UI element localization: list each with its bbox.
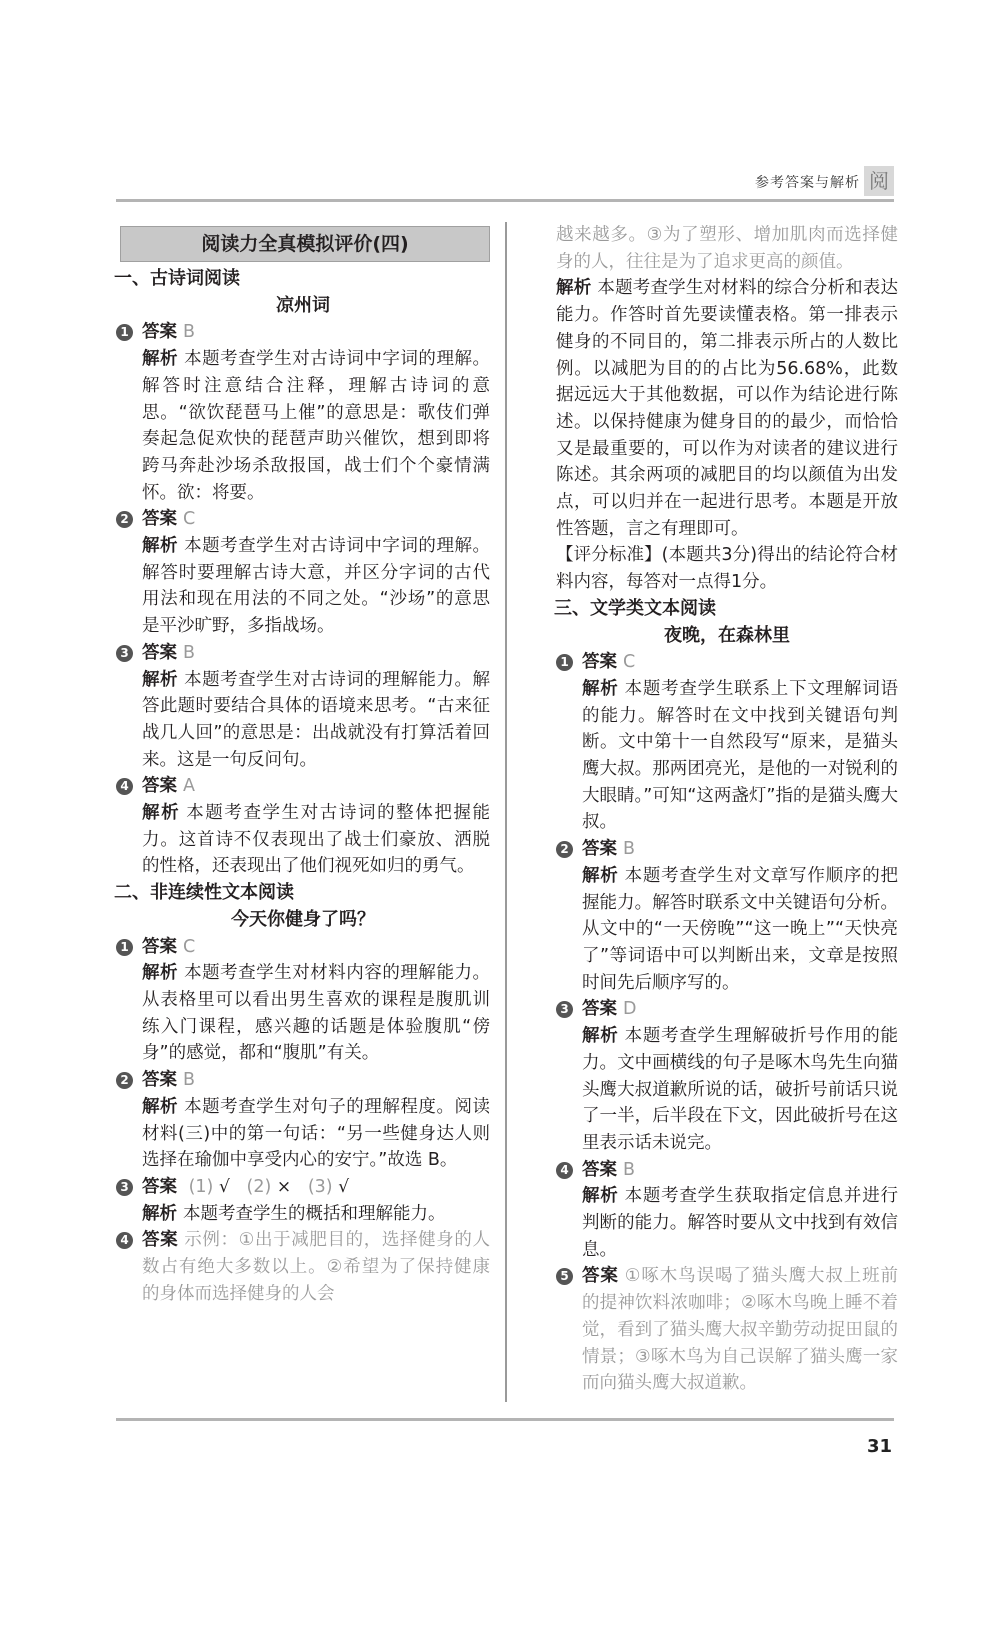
question-item bbox=[116, 1067, 490, 1174]
answer-mark: × bbox=[276, 1176, 292, 1197]
analysis-label: 解析 bbox=[142, 1203, 177, 1224]
column-divider bbox=[505, 222, 507, 1402]
answer-value: B bbox=[183, 642, 196, 663]
question-number: 1 bbox=[116, 939, 133, 956]
analysis-label: 解析 bbox=[142, 669, 179, 690]
section-title: 今天你健身了吗？ bbox=[231, 908, 375, 930]
question-number: 3 bbox=[116, 1179, 133, 1196]
answer-text: 示例：①出于减肥目的，选择健身的人数占有绝大多数以上。②希望为了保持健康的身体而选择健身的人会 bbox=[142, 1230, 491, 1304]
analysis-text: 本题考查学生获取指定信息并进行判断的能力。解答时要从文中找到有效信息。 bbox=[582, 1186, 898, 1260]
answer-label: 答案 bbox=[142, 509, 177, 530]
answer-label: 答案 bbox=[142, 776, 177, 797]
analysis-text: 本题考查学生对材料的综合分析和表达能力。作答时首先要读懂表格。第一排表示健身的不同目的，第二排表示所占的人数比例。以减肥为目的的占比为56.68%，此数据远远大于其他数据，可以作为结论进行陈述。以保持健康为健身目的的最少，而恰恰又是最重要的，可以作为对读者的建议进行陈述。其余两项的减肥目的均以颜值为出发点，可以归并在一起进行思考。本题是开放性答题，言之有理即可。 bbox=[556, 278, 899, 539]
analysis-text: 本题考查学生对文章写作顺序的把握能力。解答时联系文中关键语句分析。从文中的“一天傍晚”“这一晚上”“天快亮了”等词语中可以判断出来，文章是按照时间先后顺序写的。 bbox=[582, 865, 898, 993]
question-item bbox=[116, 773, 490, 880]
question-item bbox=[116, 640, 490, 774]
analysis-text: 本题考查学生的概括和理解能力。 bbox=[183, 1203, 446, 1224]
answer-text: ①啄木鸟误喝了猫头鹰大叔上班前的提神饮料浓咖啡；②啄木鸟晚上睡不着觉，看到了猫头鹰大叔辛勤劳动捉田鼠的情景；③啄木鸟为自己误解了猫头鹰一家而向猫头鹰大叔道歉。 bbox=[582, 1266, 899, 1394]
footer-divider bbox=[116, 1418, 894, 1421]
exam-banner: 阅读力全真模拟评价(四) bbox=[120, 226, 490, 262]
section-heading: 三、文学类文本阅读 bbox=[554, 597, 716, 619]
question-item bbox=[556, 649, 898, 836]
answer-label: 答案 bbox=[582, 1159, 617, 1180]
header-divider bbox=[116, 199, 894, 202]
right-column bbox=[556, 222, 898, 1397]
header-tab: 阅 bbox=[864, 166, 894, 196]
analysis-label: 解析 bbox=[142, 1096, 179, 1117]
question-number: 4 bbox=[556, 1162, 573, 1179]
question-item bbox=[556, 1157, 898, 1264]
analysis-label: 解析 bbox=[582, 678, 619, 699]
question-number: 2 bbox=[116, 511, 133, 528]
answer-label: 答案 bbox=[142, 322, 177, 343]
analysis-label: 解析 bbox=[142, 963, 179, 984]
answer-label: 答案 bbox=[142, 1176, 177, 1197]
page-number: 31 bbox=[866, 1436, 892, 1457]
answer-label: 答案 bbox=[142, 1230, 179, 1251]
section-heading: 二、非连续性文本阅读 bbox=[114, 882, 294, 904]
question-item bbox=[116, 319, 490, 506]
answer-value: C bbox=[183, 936, 196, 957]
answer-part: (1) bbox=[188, 1176, 214, 1197]
section-title: 凉州词 bbox=[276, 294, 330, 316]
analysis-label: 解析 bbox=[142, 536, 179, 557]
section-heading: 一、古诗词阅读 bbox=[114, 268, 240, 289]
answer-value: B bbox=[623, 839, 636, 860]
analysis-label: 解析 bbox=[582, 865, 619, 886]
answer-label: 答案 bbox=[582, 652, 617, 673]
question-item bbox=[556, 836, 898, 996]
answer-label: 答案 bbox=[582, 1266, 619, 1287]
question-number: 4 bbox=[116, 778, 133, 795]
answer-mark: √ bbox=[338, 1176, 350, 1197]
answer-value: B bbox=[623, 1159, 636, 1180]
header-label: 参考答案与解析 bbox=[755, 175, 860, 191]
analysis-text: 本题考查学生对古诗词中字词的理解。解答时要理解古诗大意，并区分字词的古代用法和现在用法的不同之处。“沙场”的意思是平沙旷野，多指战场。 bbox=[142, 536, 491, 637]
scoring-standard: 【评分标准】(本题共3分)得出的结论符合材料内容，每答对一点得1分。 bbox=[556, 545, 898, 593]
answer-mark: √ bbox=[218, 1176, 230, 1197]
answer-value: C bbox=[623, 652, 636, 673]
answer-label: 答案 bbox=[582, 999, 617, 1020]
analysis-label: 解析 bbox=[142, 349, 179, 370]
left-column bbox=[116, 222, 490, 1307]
analysis-label: 解析 bbox=[556, 278, 592, 299]
answer-value: B bbox=[183, 322, 196, 343]
question-item bbox=[556, 996, 898, 1156]
question-number: 2 bbox=[556, 841, 573, 858]
answer-value: B bbox=[183, 1070, 196, 1091]
analysis-text: 本题考查学生对古诗词的理解能力。解答此题时要结合具体的语境来思考。“古来征战几人回”的意思是：出战就没有打算活着回来。这是一句反问句。 bbox=[142, 669, 491, 770]
analysis-text: 本题考查学生对材料内容的理解能力。从表格里可以看出男生喜欢的课程是腹肌训练入门课程，感兴趣的话题是体验腹肌“傍身”的感觉，都和“腹肌”有关。 bbox=[142, 963, 491, 1064]
question-number: 1 bbox=[116, 324, 133, 341]
analysis-label: 解析 bbox=[582, 1186, 619, 1207]
answer-value: D bbox=[623, 999, 637, 1020]
question-number: 2 bbox=[116, 1072, 133, 1089]
question-item bbox=[116, 506, 490, 640]
question-item bbox=[116, 934, 490, 1068]
analysis-text: 本题考查学生对古诗词的整体把握能力。这首诗不仅表现出了战士们豪放、洒脱的性格，还表现出了他们视死如归的勇气。 bbox=[142, 803, 491, 877]
answer-value: C bbox=[183, 509, 196, 530]
answer-label: 答案 bbox=[142, 936, 177, 957]
question-number: 3 bbox=[556, 1001, 573, 1018]
question-number: 3 bbox=[116, 645, 133, 662]
answer-part: (3) bbox=[307, 1176, 333, 1197]
answer-value: A bbox=[183, 776, 195, 797]
analysis-label: 解析 bbox=[582, 1026, 619, 1047]
question-item bbox=[116, 1227, 490, 1307]
question-item bbox=[556, 1263, 898, 1397]
analysis-label: 解析 bbox=[142, 803, 181, 824]
section-title: 夜晚，在森林里 bbox=[664, 624, 790, 646]
answer-continued: 越来越多。③为了塑形、增加肌肉而选择健身的人，往往是为了追求更高的颜值。 bbox=[556, 225, 898, 272]
answer-label: 答案 bbox=[142, 642, 177, 663]
question-number: 4 bbox=[116, 1232, 133, 1249]
answer-label: 答案 bbox=[142, 1070, 177, 1091]
question-number: 5 bbox=[556, 1268, 573, 1285]
analysis-text: 本题考查学生联系上下文理解词语的能力。解答时在文中找到关键语句判断。文中第十一自然段写“原来，是猫头鹰大叔。那两团亮光，是他的一对锐利的大眼睛。”可知“这两盏灯”指的是猫头鹰大叔。 bbox=[582, 678, 898, 833]
question-number: 1 bbox=[556, 654, 573, 671]
analysis-text: 本题考查学生对句子的理解程度。阅读材料(三)中的第一句话：“另一些健身达人则选择在瑜伽中享受内心的安宁。”故选 B。 bbox=[142, 1096, 491, 1171]
answer-label: 答案 bbox=[582, 839, 617, 860]
answer-part: (2) bbox=[246, 1176, 272, 1197]
analysis-text: 本题考查学生理解破折号作用的能力。文中画横线的句子是啄木鸟先生向猫头鹰大叔道歉所说的话，破折号前话只说了一半，后半段在下文，因此破折号在这里表示话未说完。 bbox=[582, 1026, 898, 1153]
analysis-text: 本题考查学生对古诗词中字词的理解。解答时注意结合注释，理解古诗词的意思。“欲饮琵琶马上催”的意思是：歌伎们弹奏起急促欢快的琵琶声助兴催饮，想到即将跨马奔赴沙场杀敌报国，战士们个个豪情满怀。欲：将要。 bbox=[142, 349, 491, 503]
question-item bbox=[116, 1174, 490, 1227]
